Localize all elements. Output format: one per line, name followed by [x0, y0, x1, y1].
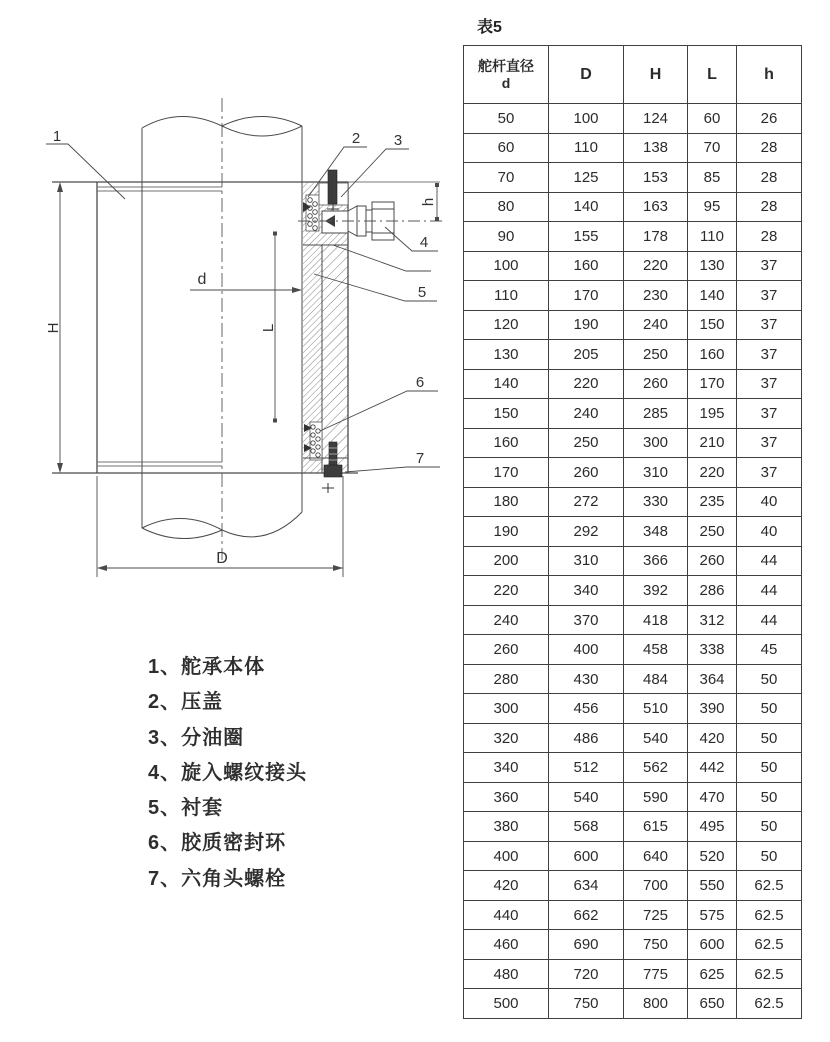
callout-6: 6: [415, 374, 425, 391]
table-row: [464, 694, 802, 724]
table-cell: 380: [464, 812, 549, 842]
dim-label-L: L: [260, 323, 277, 333]
table-row: [464, 517, 802, 547]
table-cell: 400: [464, 841, 549, 871]
table-cell: 28: [737, 222, 802, 252]
table-cell: 178: [624, 222, 688, 252]
table-cell: 720: [549, 959, 624, 989]
table-cell: 62.5: [737, 959, 802, 989]
table-cell: 320: [464, 723, 549, 753]
table-cell: 60: [464, 133, 549, 163]
table-title: 表5: [477, 19, 502, 36]
section-drawing: [0, 0, 470, 620]
table-cell: 662: [549, 900, 624, 930]
table-cell: 80: [464, 192, 549, 222]
table-cell: 300: [464, 694, 549, 724]
table-row: [464, 841, 802, 871]
table-row: [464, 163, 802, 193]
table-cell: 300: [624, 428, 688, 458]
table-body: [464, 104, 802, 1019]
table-cell: 163: [624, 192, 688, 222]
table-cell: 540: [624, 723, 688, 753]
table-row: [464, 487, 802, 517]
table-cell: 50: [737, 782, 802, 812]
table-cell: 690: [549, 930, 624, 960]
table-row: [464, 428, 802, 458]
table-cell: 124: [624, 104, 688, 134]
table-cell: 62.5: [737, 930, 802, 960]
table-cell: 280: [464, 664, 549, 694]
table-cell: 240: [624, 310, 688, 340]
col-header-D: D: [549, 46, 624, 104]
table-cell: 195: [688, 399, 737, 429]
table-cell: 200: [464, 546, 549, 576]
table-row: [464, 753, 802, 783]
table-row: [464, 664, 802, 694]
table-cell: 442: [688, 753, 737, 783]
table-cell: 28: [737, 163, 802, 193]
table-cell: 640: [624, 841, 688, 871]
leader-3: [341, 149, 409, 197]
table-row: [464, 782, 802, 812]
table-cell: 562: [624, 753, 688, 783]
table-row: [464, 576, 802, 606]
table-cell: 155: [549, 222, 624, 252]
table-cell: 85: [688, 163, 737, 193]
table-cell: 285: [624, 399, 688, 429]
table-cell: 272: [549, 487, 624, 517]
table-row: [464, 310, 802, 340]
table-cell: 340: [464, 753, 549, 783]
table-row: [464, 281, 802, 311]
table-cell: 312: [688, 605, 737, 635]
table-cell: 310: [549, 546, 624, 576]
table-cell: 260: [688, 546, 737, 576]
table-cell: 286: [688, 576, 737, 606]
table-cell: 520: [688, 841, 737, 871]
table-cell: 240: [549, 399, 624, 429]
table-cell: 330: [624, 487, 688, 517]
callout-1: 1: [52, 128, 62, 145]
table-cell: 250: [549, 428, 624, 458]
table-cell: 210: [688, 428, 737, 458]
table-cell: 110: [688, 222, 737, 252]
table-cell: 150: [464, 399, 549, 429]
table-cell: 650: [688, 989, 737, 1019]
table-cell: 540: [549, 782, 624, 812]
table-cell: 625: [688, 959, 737, 989]
table-cell: 370: [549, 605, 624, 635]
table-cell: 140: [549, 192, 624, 222]
table-row: [464, 546, 802, 576]
table-cell: 190: [464, 517, 549, 547]
col-header-d: 舵杆直径 d: [464, 46, 549, 104]
table-cell: 110: [464, 281, 549, 311]
table-cell: 138: [624, 133, 688, 163]
table-cell: 456: [549, 694, 624, 724]
table-row: [464, 723, 802, 753]
table-cell: 310: [624, 458, 688, 488]
table-cell: 420: [464, 871, 549, 901]
table-cell: 120: [464, 310, 549, 340]
table-cell: 512: [549, 753, 624, 783]
legend-item: 5、衬套: [148, 797, 224, 820]
table-row: [464, 871, 802, 901]
dim-label-D: D: [216, 550, 228, 567]
table-row: [464, 192, 802, 222]
table-row: [464, 340, 802, 370]
table-row: [464, 812, 802, 842]
table-cell: 70: [464, 163, 549, 193]
table-cell: 62.5: [737, 989, 802, 1019]
table-cell: 634: [549, 871, 624, 901]
table-cell: 37: [737, 428, 802, 458]
table-cell: 292: [549, 517, 624, 547]
table-cell: 420: [688, 723, 737, 753]
table-cell: 160: [688, 340, 737, 370]
table-cell: 364: [688, 664, 737, 694]
table-cell: 140: [688, 281, 737, 311]
table-cell: 220: [624, 251, 688, 281]
table-row: [464, 930, 802, 960]
table-cell: 260: [549, 458, 624, 488]
table-cell: 50: [737, 753, 802, 783]
table-row: [464, 959, 802, 989]
table-cell: 50: [737, 841, 802, 871]
dim-label-H: H: [45, 322, 62, 334]
table-cell: 153: [624, 163, 688, 193]
table-cell: 28: [737, 133, 802, 163]
table-cell: 430: [549, 664, 624, 694]
table-cell: 486: [549, 723, 624, 753]
table-cell: 495: [688, 812, 737, 842]
table-cell: 390: [688, 694, 737, 724]
table-cell: 37: [737, 399, 802, 429]
table-cell: 150: [688, 310, 737, 340]
table-cell: 190: [549, 310, 624, 340]
table-cell: 418: [624, 605, 688, 635]
table-cell: 600: [549, 841, 624, 871]
table-cell: 220: [549, 369, 624, 399]
table-cell: 700: [624, 871, 688, 901]
table-cell: 160: [549, 251, 624, 281]
table-cell: 180: [464, 487, 549, 517]
table-cell: 240: [464, 605, 549, 635]
col-header-h: h: [737, 46, 802, 104]
table-cell: 130: [688, 251, 737, 281]
callout-leaders: [46, 144, 440, 472]
table-cell: 50: [737, 812, 802, 842]
table-cell: 348: [624, 517, 688, 547]
table-cell: 170: [464, 458, 549, 488]
legend-item: 2、压盖: [148, 691, 224, 714]
table-cell: 44: [737, 546, 802, 576]
dimension-d: [190, 287, 302, 293]
table-cell: 28: [737, 192, 802, 222]
table-cell: 40: [737, 487, 802, 517]
table-row: [464, 133, 802, 163]
table-cell: 400: [549, 635, 624, 665]
dim-label-h: h: [420, 197, 437, 207]
table-row: [464, 104, 802, 134]
legend-item: 1、舵承本体: [148, 656, 266, 678]
table-cell: 800: [624, 989, 688, 1019]
table-cell: 40: [737, 517, 802, 547]
table-cell: 775: [624, 959, 688, 989]
table-cell: 50: [464, 104, 549, 134]
table-cell: 100: [464, 251, 549, 281]
table-cell: 37: [737, 251, 802, 281]
table-cell: 205: [549, 340, 624, 370]
col-header-H: H: [624, 46, 688, 104]
table-cell: 50: [737, 694, 802, 724]
table-cell: 260: [464, 635, 549, 665]
table-cell: 340: [549, 576, 624, 606]
callout-7: 7: [415, 450, 425, 467]
table-row: [464, 458, 802, 488]
parts-legend: [148, 650, 307, 897]
legend-item: 3、分油圈: [148, 726, 245, 749]
table-cell: 460: [464, 930, 549, 960]
table-cell: 170: [549, 281, 624, 311]
table-cell: 250: [624, 340, 688, 370]
callout-3: 3: [393, 132, 403, 149]
table-cell: 37: [737, 369, 802, 399]
header-row: [464, 46, 802, 104]
col-header-L: L: [688, 46, 737, 104]
table-cell: 62.5: [737, 900, 802, 930]
body-wall-section: [322, 245, 348, 473]
table-cell: 37: [737, 310, 802, 340]
table-cell: 37: [737, 458, 802, 488]
table-cell: 260: [624, 369, 688, 399]
leader-7: [345, 467, 440, 472]
table-cell: 45: [737, 635, 802, 665]
table-cell: 130: [464, 340, 549, 370]
table-row: [464, 222, 802, 252]
table-cell: 110: [549, 133, 624, 163]
bore-edges: [97, 187, 222, 466]
table-cell: 235: [688, 487, 737, 517]
spec-table: [463, 45, 802, 1019]
table-cell: 125: [549, 163, 624, 193]
table-cell: 250: [688, 517, 737, 547]
table-cell: 70: [688, 133, 737, 163]
table-cell: 62.5: [737, 871, 802, 901]
table-cell: 550: [688, 871, 737, 901]
table-cell: 575: [688, 900, 737, 930]
table-cell: 37: [737, 340, 802, 370]
table-row: [464, 989, 802, 1019]
table-cell: 90: [464, 222, 549, 252]
table-cell: 220: [464, 576, 549, 606]
table-cell: 60: [688, 104, 737, 134]
table-cell: 140: [464, 369, 549, 399]
table-row: [464, 251, 802, 281]
callout-4: 4: [419, 234, 429, 251]
table-cell: 26: [737, 104, 802, 134]
dim-label-d: d: [197, 271, 207, 288]
table-cell: 615: [624, 812, 688, 842]
table-cell: 170: [688, 369, 737, 399]
table-cell: 366: [624, 546, 688, 576]
table-cell: 44: [737, 576, 802, 606]
table-cell: 220: [688, 458, 737, 488]
table-cell: 458: [624, 635, 688, 665]
table-cell: 568: [549, 812, 624, 842]
table-cell: 484: [624, 664, 688, 694]
legend-item: 4、旋入螺纹接头: [148, 761, 308, 784]
table-cell: 360: [464, 782, 549, 812]
callout-2: 2: [351, 130, 361, 147]
table-cell: 392: [624, 576, 688, 606]
table-cell: 750: [624, 930, 688, 960]
table-cell: 44: [737, 605, 802, 635]
table-cell: 50: [737, 664, 802, 694]
callout-5: 5: [417, 284, 427, 301]
table-cell: 480: [464, 959, 549, 989]
table-row: [464, 635, 802, 665]
table-cell: 510: [624, 694, 688, 724]
table-cell: 500: [464, 989, 549, 1019]
table-cell: 37: [737, 281, 802, 311]
table-cell: 725: [624, 900, 688, 930]
table-cell: 600: [688, 930, 737, 960]
table-row: [464, 900, 802, 930]
table-cell: 100: [549, 104, 624, 134]
legend-item: 7、六角头螺栓: [148, 867, 287, 890]
table-row: [464, 369, 802, 399]
table-cell: 338: [688, 635, 737, 665]
table-cell: 50: [737, 723, 802, 753]
table-cell: 95: [688, 192, 737, 222]
table-cell: 750: [549, 989, 624, 1019]
table-cell: 440: [464, 900, 549, 930]
legend-item: 6、胶质密封环: [148, 832, 287, 855]
table-cell: 470: [688, 782, 737, 812]
table-cell: 230: [624, 281, 688, 311]
table-row: [464, 399, 802, 429]
table-row: [464, 605, 802, 635]
table-cell: 160: [464, 428, 549, 458]
table-cell: 590: [624, 782, 688, 812]
